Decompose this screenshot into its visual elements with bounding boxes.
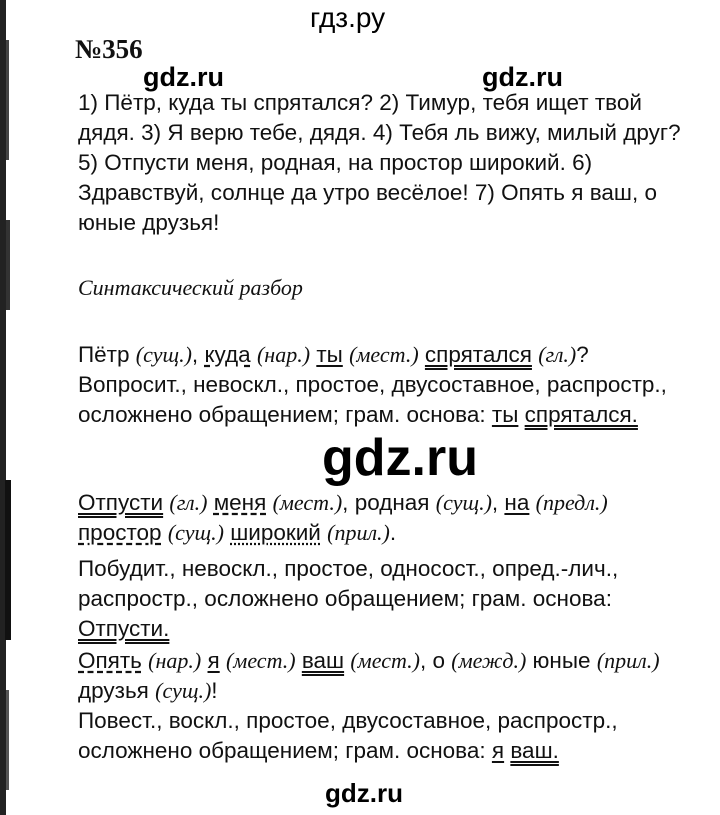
predicate-word: спрятался: [424, 342, 532, 367]
predicate-word: ваш: [301, 648, 345, 673]
word: Пётр: [78, 342, 130, 367]
pos-tag: (мест.): [272, 490, 343, 515]
grammar-base-subject: ты: [491, 402, 519, 427]
pos-tag: (мест.): [225, 648, 296, 673]
word: широкий: [230, 520, 321, 545]
pos-tag: (сущ.): [155, 678, 212, 703]
sentence-1-description: Вопросит., невоскл., простое, двусоставное, распростр., осложнено обращением; грам. основа: ты спрятался.: [78, 372, 667, 427]
word: юные: [532, 648, 591, 673]
pos-tag: (предл.): [535, 490, 608, 515]
pos-tag: (мест.): [350, 648, 420, 673]
subject-word: ты: [316, 342, 343, 367]
watermark-top: гдз.ру: [310, 2, 386, 33]
word: на: [504, 490, 530, 515]
word: друзья: [78, 678, 149, 703]
word: простор: [78, 520, 162, 545]
pos-tag: (межд.): [451, 648, 527, 673]
word: родная: [354, 490, 430, 515]
word: меня: [213, 490, 267, 515]
sentence-2-parse: Отпусти (гл.) меня (мест.), родная (сущ.), на (предл.) простор (сущ.) широкий (прил.).: [78, 490, 608, 545]
pos-tag: (сущ.): [135, 342, 192, 367]
word: Опять: [78, 648, 142, 673]
watermark-left: gdz.ru: [143, 62, 224, 92]
word: о: [432, 648, 445, 673]
word: куда: [204, 342, 251, 367]
pos-tag: (гл.): [169, 490, 208, 515]
predicate-word: Отпусти: [78, 490, 164, 515]
grammar-base-predicate: ваш.: [510, 738, 559, 763]
sentence-3-description: Повест., воскл., простое, двусоставное, распростр., осложнено обращением; грам. основа: я ваш.: [78, 708, 618, 763]
pos-tag: (прил.): [596, 648, 660, 673]
exercise-number: №356: [75, 34, 143, 64]
subject-word: я: [207, 648, 220, 673]
grammar-base-subject: я: [491, 738, 505, 763]
sentence-2-description: Побудит., невоскл., простое, односост., опред.-лич., распростр., осложнено обращением; грам. основа: Отпусти.: [78, 556, 619, 641]
grammar-base-predicate: Отпусти.: [78, 616, 170, 641]
scan-edge-shadow: [0, 0, 14, 815]
analysis-heading: Синтаксический разбор: [78, 275, 303, 300]
pos-tag: (сущ.): [435, 490, 492, 515]
pos-tag: (прил.): [327, 520, 390, 545]
watermark-center: gdz.ru: [322, 429, 478, 487]
watermark-right: gdz.ru: [482, 62, 563, 92]
sentence-1-parse: Пётр (сущ.), куда (нар.) ты (мест.) спрятался (гл.)?: [78, 342, 589, 367]
pos-tag: (сущ.): [167, 520, 224, 545]
watermark-bottom: gdz.ru: [325, 778, 403, 808]
pos-tag: (гл.): [538, 342, 577, 367]
exercise-text: 1) Пётр, куда ты спрятался? 2) Тимур, тебя ищет твой дядя. 3) Я верю тебе, дядя. 4) Тебя ль вижу, милый друг? 5) Отпусти меня, родная, на простор широкий. 6) Здравствуй, солнце да утро весёлое! 7) Опять я ваш, о юные друзья!: [78, 90, 681, 235]
grammar-base-predicate: спрятался.: [524, 402, 638, 427]
sentence-3-parse: Опять (нар.) я (мест.) ваш (мест.), о (межд.) юные (прил.) друзья (сущ.)!: [78, 648, 660, 703]
pos-tag: (мест.): [349, 342, 419, 367]
pos-tag: (нар.): [256, 342, 311, 367]
pos-tag: (нар.): [148, 648, 202, 673]
